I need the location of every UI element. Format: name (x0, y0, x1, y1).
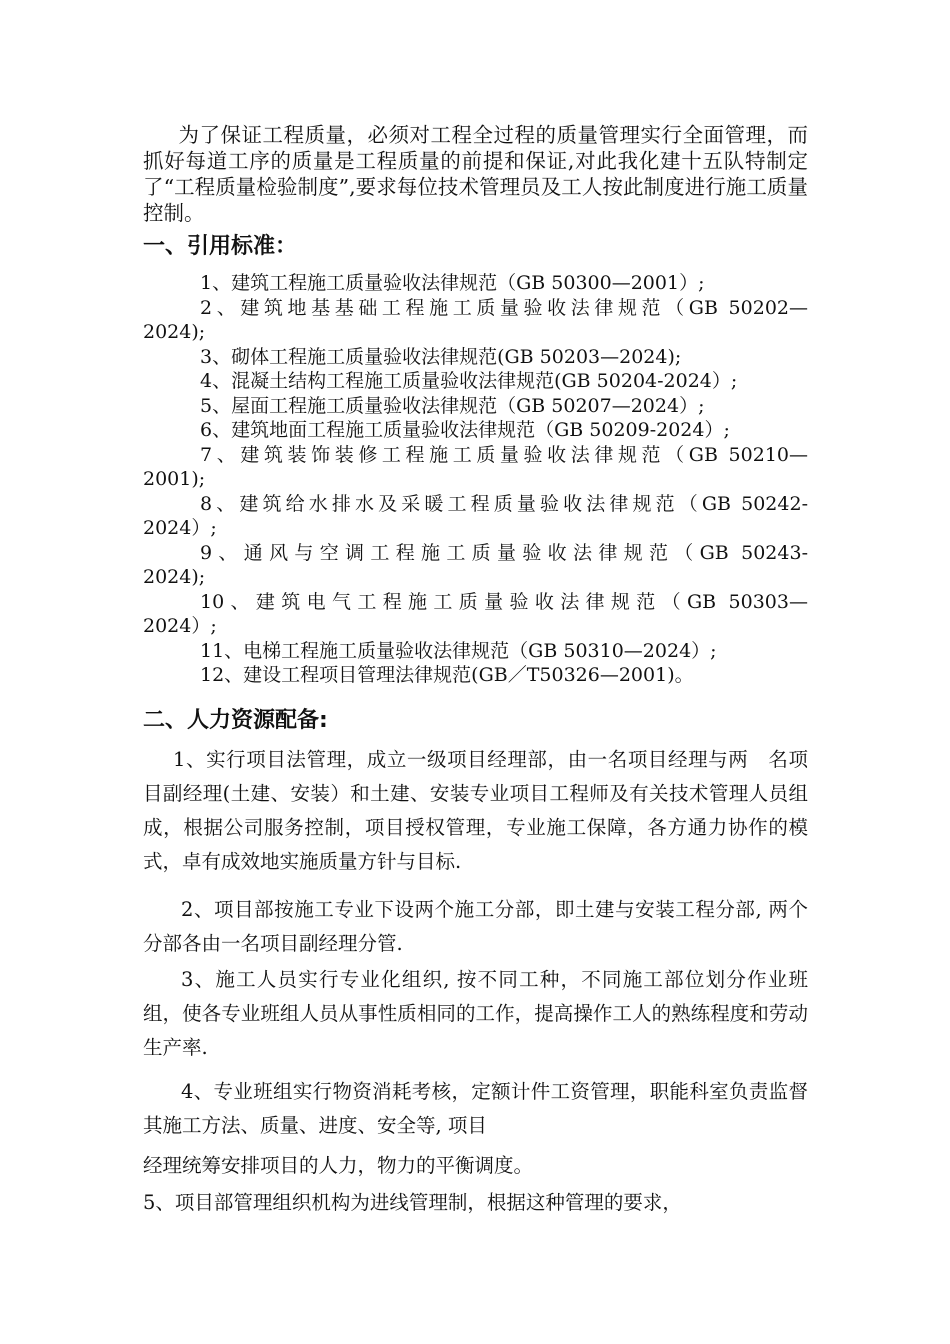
list-item: 4、混凝土结构工程施工质量验收法律规范(GB 50204-2024）; (200, 370, 738, 392)
hr-paragraph-5: 5、项目部管理组织机构为进线管理制，根据这种管理的要求， (143, 1191, 682, 1214)
list-item: 5、屋面工程施工质量验收法律规范（GB 50207—2024）; (200, 394, 705, 417)
list-item: 2、建筑地基基础工程施工质量验收法律规范（GB 50202— 2024); (143, 296, 808, 343)
hr-paragraph-4-cont: 经理统筹安排项目的人力，物力的平衡调度。 (143, 1154, 534, 1177)
list-item: 9、通风与空调工程施工质量验收法律规范（GB 50243- 2024); (143, 541, 808, 588)
hr-paragraph-4: 4、专业班组实行物资消耗考核，定额计件工资管理，职能科室负责监督其施工方法、质量、进度、安全等, 项目 (143, 1080, 808, 1137)
section2-heading: 二、人力资源配备: (143, 708, 328, 733)
hr-paragraph-2: 2、项目部按施工专业下设两个施工分部，即土建与安装工程分部, 两个分部各由一名项目副经理分管. (143, 898, 808, 955)
standards-list (143, 271, 808, 688)
intro-paragraph (143, 122, 808, 226)
list-item: 8、建筑给水排水及采暖工程质量验收法律规范（GB 50242- 2024）; (143, 492, 808, 539)
list-item: 10、建筑电气工程施工质量验收法律规范（GB 50303— 2024）; (143, 590, 808, 637)
list-item: 3、砌体工程施工质量验收法律规范(GB 50203—2024); (200, 345, 682, 368)
hr-paragraph-3: 3、施工人员实行专业化组织, 按不同工种，不同施工部位划分作业班组，使各专业班组人员从事性质相同的工作，提高操作工人的熟练程度和劳动生产率. (143, 968, 808, 1059)
intro-text: 为了保证工程质量，必须对工程全过程的质量管理实行全面管理，而抓好每道工序的质量是工程质量的前提和保证,对此我化建十五队特制定了“工程质量检验制度”,要求每位技术管理员及工人按此制度进行施工质量控制。 (143, 123, 808, 225)
list-item: 1、建筑工程施工质量验收法律规范（GB 50300—2001）; (200, 272, 705, 294)
hr-paragraph-1: 1、实行项目法管理，成立一级项目经理部，由一名项目经理与两 名项目副经理(土建、安装）和土建、安装专业项目工程师及有关技术管理人员组成，根据公司服务控制，项目授权管理，专业施工保障，各方通力协作的模式，卓有成效地实施质量方针与目标. (143, 748, 808, 873)
list-item: 12、建设工程项目管理法律规范(GB／T50326—2001)。 (200, 664, 694, 686)
list-item: 11、电梯工程施工质量验收法律规范（GB 50310—2024）; (200, 639, 717, 662)
list-item: 6、建筑地面工程施工质量验收法律规范（GB 50209-2024）; (200, 419, 730, 441)
list-item: 7、建筑装饰装修工程施工质量验收法律规范（GB 50210— 2001); (143, 443, 808, 490)
section1-heading: 一、引用标准： (143, 234, 298, 259)
